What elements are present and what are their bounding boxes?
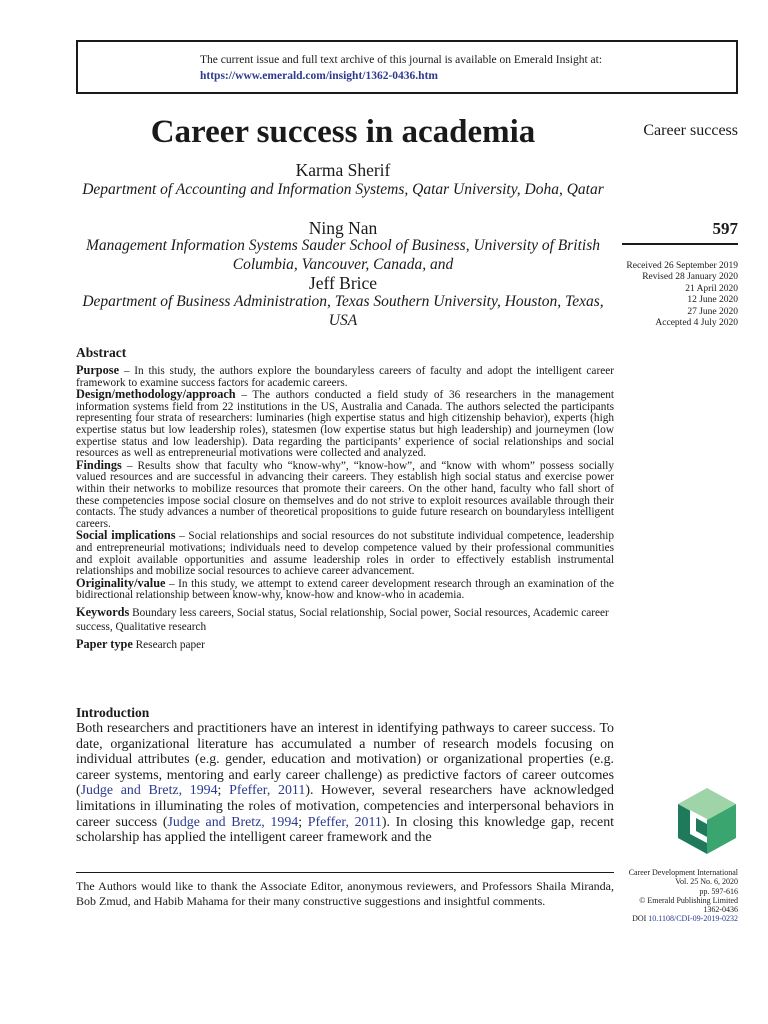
access-notice-text: The current issue and full text archive of this journal is available on Emerald Insight at: [200, 54, 603, 66]
author-affiliation-1: Department of Accounting and Information Systems, Qatar University, Doha, Qatar [82, 181, 604, 198]
page-number: 597 [712, 219, 738, 238]
originality-label: Originality/value [76, 575, 166, 590]
citation-link[interactable]: Pfeffer, 2011 [307, 814, 382, 830]
keywords-text: Boundary less careers, Social status, Social relationship, Social power, Social resources, Academic career success, Qualitative research [76, 606, 609, 633]
article-history-dates [600, 261, 738, 329]
intro-text: Both researchers and practitioners have an interest in identifying pathways to career success. To date, organizational literature has accumulated a number of research models focusing on individual attributes (e.g. gender, education and motivation) or organizational properties (e.g. career systems, mentoring and early career challenge) as predictive factors of career outcomes ( [76, 721, 614, 799]
citation-link[interactable]: Judge and Bretz, 1994 [80, 783, 218, 799]
paper-type-text: Research paper [132, 638, 205, 651]
intro-text: ; [298, 814, 308, 830]
author-affiliation-3: Department of Business Administration, Texas Southern University, Houston, Texas, USA [82, 293, 604, 329]
doi-label: DOI [632, 914, 649, 924]
design-text: – The authors conducted a field study of 36 researchers in the management information systems field from 22 institutions in the US, Australia and Canada. The authors selected the participants representing four strata of researchers: luminaries (high expertise status and high citizenship behavior), experts (high expertise status but low leadership roles), statesmen (low expertise status but high leadership) and journeymen (low expertise status and low leadership). Data regarding the participants’ experience of social relationships and social resources as well as entrepreneurial motivations were collected and analyzed. [76, 389, 614, 460]
author-name-3: Jeff Brice [308, 273, 378, 293]
footnote-divider [76, 872, 614, 873]
doi-link[interactable]: 10.1108/CDI-09-2019-0232 [648, 914, 738, 924]
author-name-2: Ning Nan [308, 218, 378, 238]
author-name-1: Karma Sherif [295, 160, 391, 180]
abstract-findings [76, 457, 614, 531]
purpose-text: – In this study, the authors explore the boundaryless careers of faculty and adopt the intelligent career framework to examine success factors for academic careers. [76, 365, 614, 389]
abstract-originality [76, 575, 614, 602]
intro-text: ; [217, 783, 230, 799]
journal-name: Career Development International [628, 868, 738, 877]
running-title: Career success [643, 122, 738, 139]
intro-text: ). However, several researchers have acknowledged limitations in illuminating the roles of motivation, competencies and interpersonal behaviors in career success ( [76, 783, 614, 830]
findings-label: Findings [76, 457, 122, 472]
social-implications-text: – Social relationships and social resources do not substitute individual competence, leadership and entrepreneurial motivations; individuals need to develop competence valued by their professional communities and exploit available opportunities and assume leadership roles in order to effectively establish instrumental relationships and mobilize social resources to achieve career advancement. [76, 530, 614, 578]
journal-access-notice [76, 40, 738, 94]
journal-doi [600, 914, 738, 923]
keywords [76, 605, 614, 634]
journal-copyright: © Emerald Publishing Limited [639, 895, 738, 905]
acknowledgement-footnote: The Authors would like to thank the Associate Editor, anonymous reviewers, and Professors Shaila Miranda, Bob Zmud, and Habib Mahama for their many constructive suggestions and insightful comments. [76, 879, 614, 909]
date-revised-4: 27 June 2020 [687, 306, 738, 317]
author-affiliation-2: Management Information Systems Sauder School of Business, University of British Columbia, Vancouver, Canada, and [85, 237, 601, 273]
citation-link[interactable]: Pfeffer, 2011 [229, 783, 306, 799]
social-implications-label: Social implications [76, 528, 176, 543]
sidebar-divider [622, 243, 738, 245]
design-label: Design/methodology/approach [76, 387, 236, 402]
abstract-social-implications [76, 530, 614, 577]
paper-type-label: Paper type [76, 636, 133, 651]
date-revised: Revised 28 January 2020 [642, 272, 738, 283]
introduction-heading: Introduction [76, 705, 150, 720]
abstract-design [76, 389, 614, 460]
introduction-paragraph [76, 721, 614, 846]
date-accepted: Accepted 4 July 2020 [655, 318, 738, 329]
date-revised-3: 12 June 2020 [687, 295, 738, 306]
originality-text: – In this study, we attempt to extend career development research through an examination of the bidirectional relationship between know-why, know-how and know-who in academia. [76, 577, 614, 602]
abstract-purpose [76, 365, 614, 389]
keywords-label: Keywords [76, 604, 130, 619]
article-title: Career success in academia [150, 114, 536, 150]
journal-issn: 1362-0436 [703, 905, 738, 915]
journal-volume: Vol. 25 No. 6, 2020 [675, 877, 738, 887]
intro-text: ). In closing this knowledge gap, recent scholarship has applied the intelligent career framework and the [76, 814, 614, 846]
findings-text: – Results show that faculty who “know-why”, “know-how”, and “know with whom” possess socially valued resources and are successful in advancing their careers. They establish high social status and exercise power within their networks to mobilize resources that promote their careers. On the other hand, faculty who fall short of these competencies impose social closure on themselves and do not strive to exploit resources available through their contacts. The study advances a number of theoretical propositions to guide future research on boundaryless intelligent careers. [76, 459, 614, 530]
citation-link[interactable]: Judge and Bretz, 1994 [167, 814, 299, 830]
emerald-logo-icon [676, 786, 738, 856]
purpose-label: Purpose [76, 363, 120, 377]
date-received: Received 26 September 2019 [626, 261, 738, 271]
paper-type [76, 637, 614, 652]
journal-url-link[interactable]: https://www.emerald.com/insight/1362-0436.htm [200, 70, 438, 82]
journal-pages: pp. 597-616 [699, 886, 738, 896]
abstract-section [76, 345, 614, 652]
journal-citation-info [600, 868, 738, 924]
abstract-heading: Abstract [76, 345, 127, 360]
date-revised-2: 21 April 2020 [685, 283, 738, 294]
